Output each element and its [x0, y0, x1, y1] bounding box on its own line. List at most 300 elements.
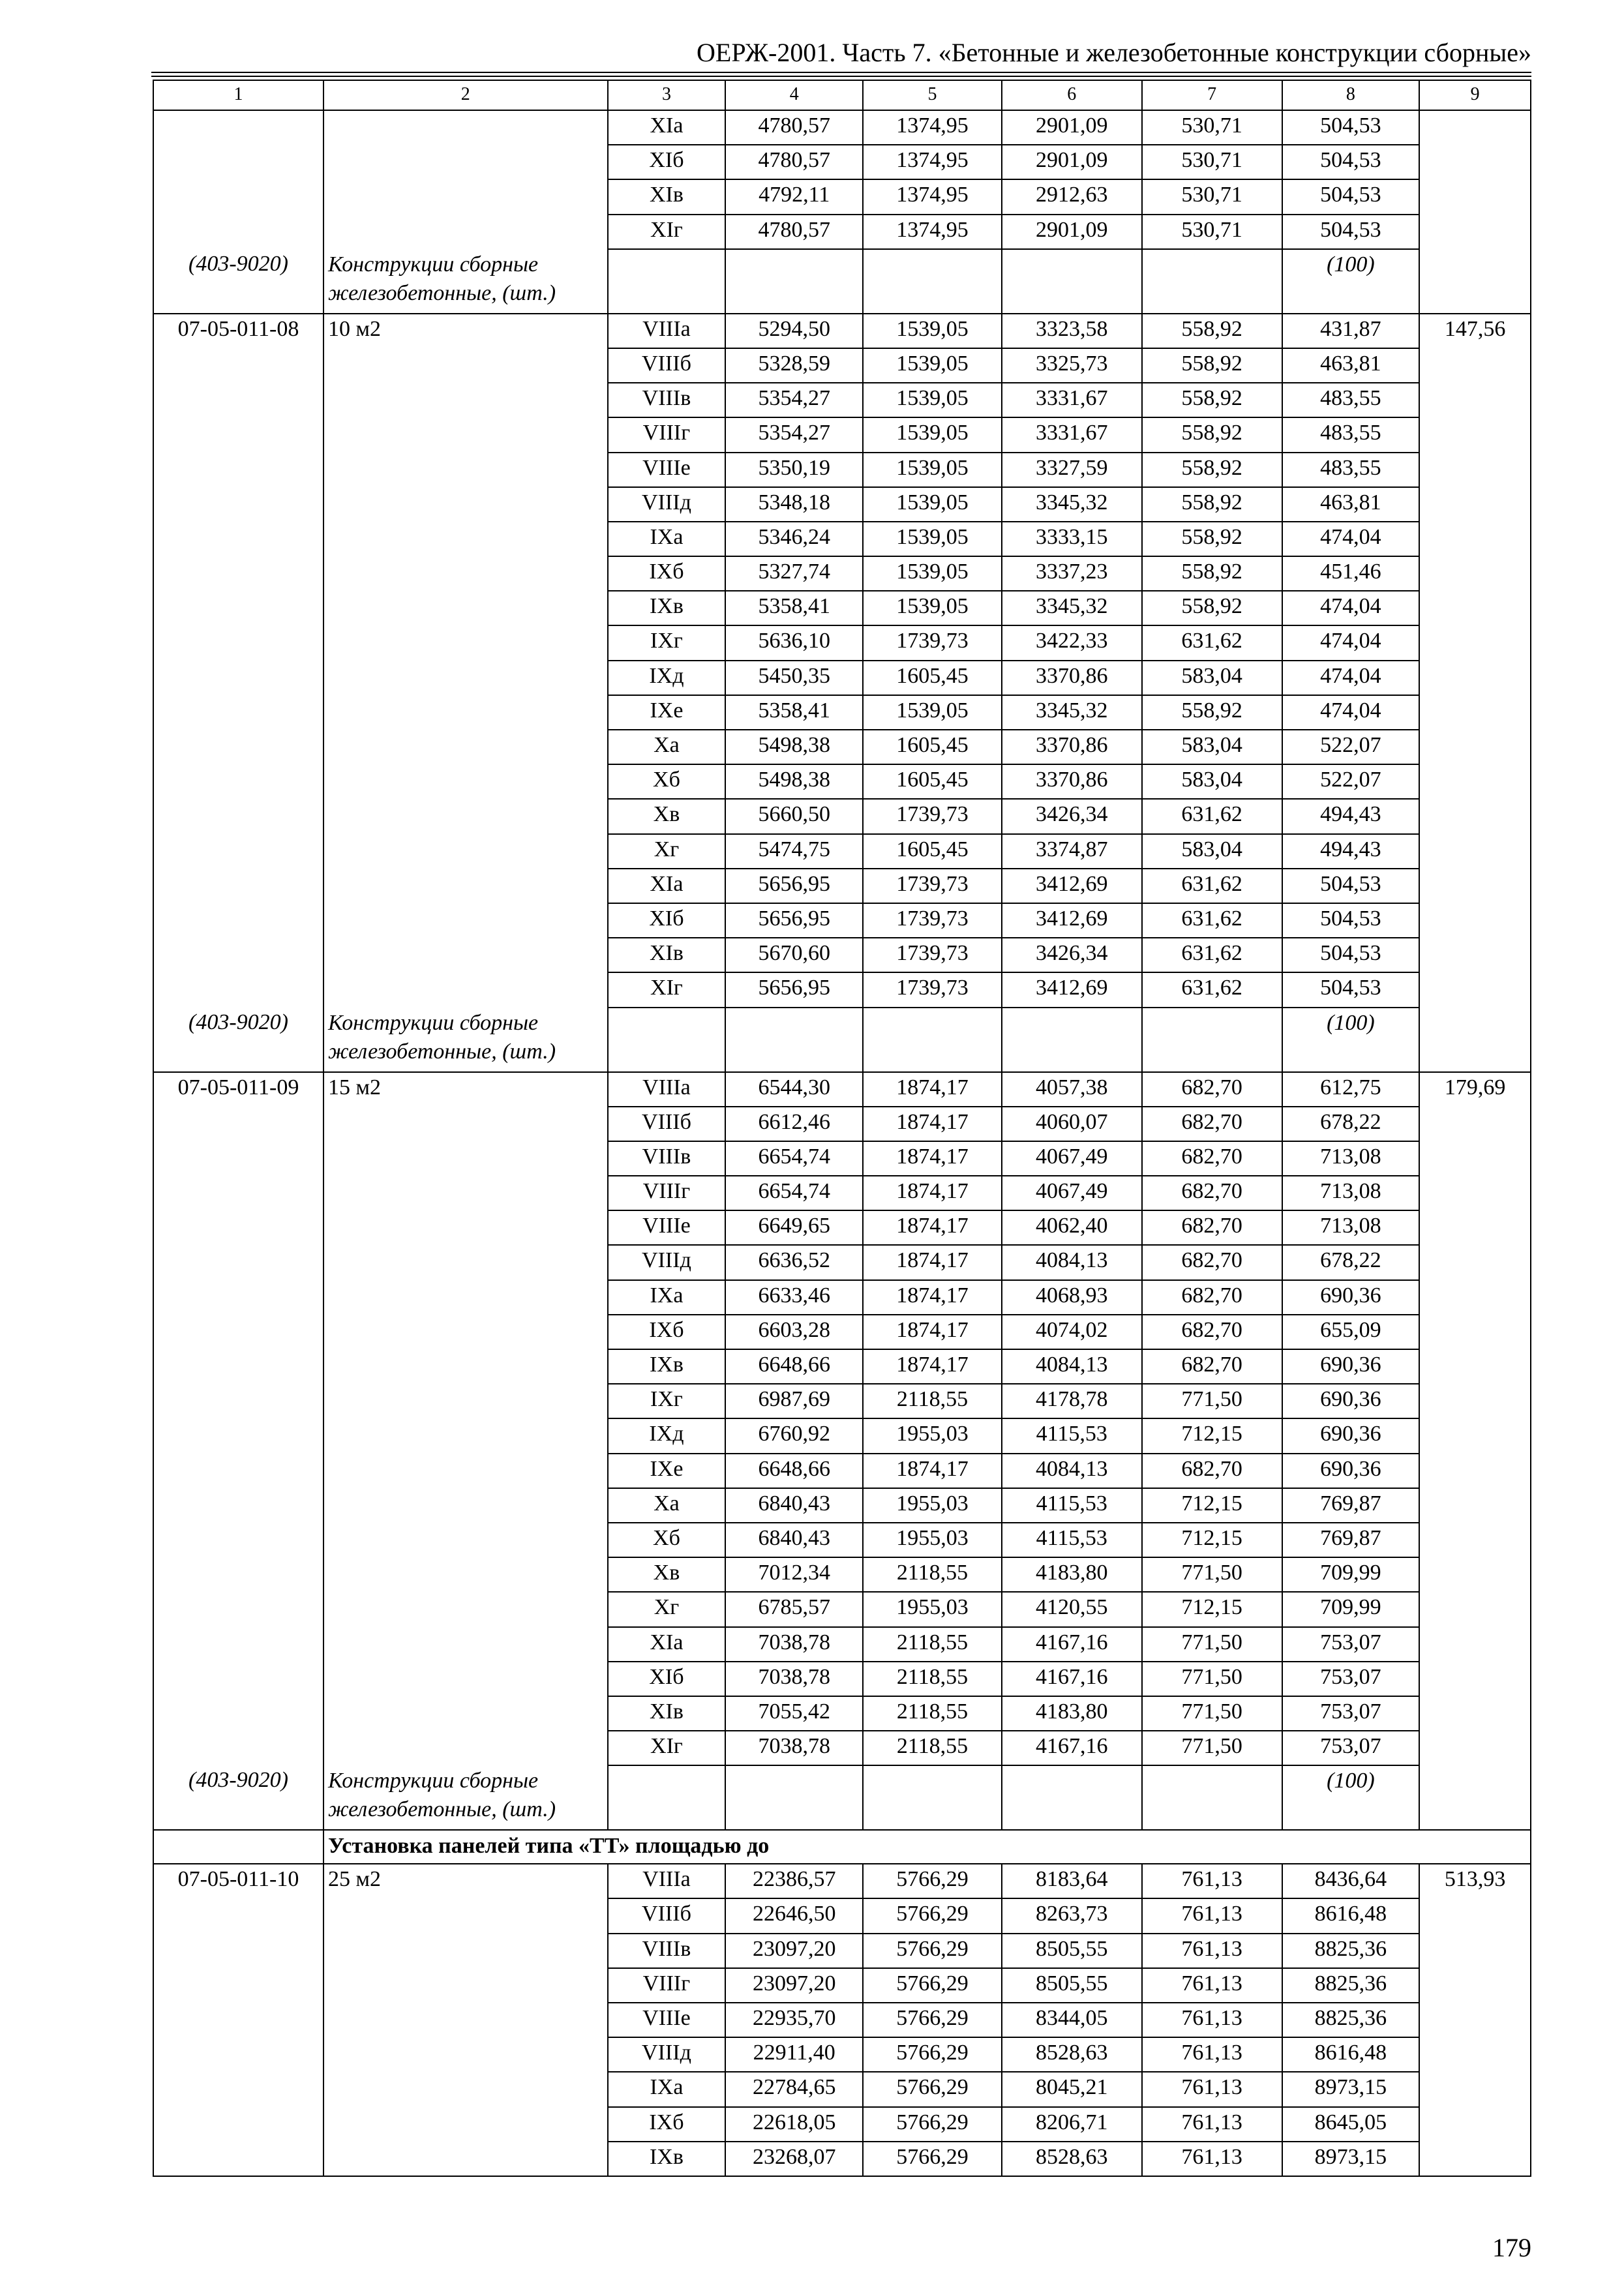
value-cell: 22646,50 — [725, 1898, 863, 1933]
table-row — [153, 591, 1531, 625]
value-cell: 5766,29 — [863, 2142, 1002, 2176]
value-cell: 522,07 — [1282, 764, 1420, 799]
value-cell: 682,70 — [1142, 1141, 1282, 1176]
empty-cell — [323, 2107, 608, 2142]
empty-cell — [323, 383, 608, 417]
empty-cell — [1419, 591, 1531, 625]
empty-cell — [1002, 1008, 1142, 1072]
zone-code: Xв — [608, 1557, 726, 1592]
value-cell: 3370,86 — [1002, 730, 1142, 764]
zone-code: IXа — [608, 1280, 726, 1315]
column-number: 9 — [1419, 80, 1531, 110]
rate-code — [153, 110, 323, 145]
zone-code: IXб — [608, 556, 726, 591]
value-cell: 451,46 — [1282, 556, 1420, 591]
value-cell: 504,53 — [1282, 869, 1420, 903]
value-cell: 558,92 — [1142, 695, 1282, 730]
zone-code: IXа — [608, 2072, 726, 2106]
empty-cell — [1002, 249, 1142, 314]
value-cell: 558,92 — [1142, 417, 1282, 452]
value-cell: 682,70 — [1142, 1315, 1282, 1349]
empty-cell — [1419, 834, 1531, 869]
table-row — [153, 2037, 1531, 2072]
table-row — [153, 938, 1531, 972]
value-cell: 8436,64 — [1282, 1864, 1420, 1898]
header-rule — [151, 76, 1531, 77]
empty-cell — [1419, 1418, 1531, 1453]
value-cell: 3422,33 — [1002, 625, 1142, 660]
table-row — [153, 215, 1531, 249]
empty-cell — [323, 1592, 608, 1626]
value-cell: 474,04 — [1282, 591, 1420, 625]
empty-cell — [1419, 2142, 1531, 2176]
value-cell: 3412,69 — [1002, 972, 1142, 1007]
rate-code: 07-05-011-10 — [153, 1864, 323, 1898]
value-cell: 1955,03 — [863, 1523, 1002, 1557]
value-cell: 8045,21 — [1002, 2072, 1142, 2106]
empty-cell — [1419, 1696, 1531, 1731]
column-number: 3 — [608, 80, 726, 110]
value-cell: 713,08 — [1282, 1141, 1420, 1176]
value-cell: 6987,69 — [725, 1384, 863, 1418]
value-cell: 761,13 — [1142, 2037, 1282, 2072]
table-row — [153, 869, 1531, 903]
value-cell: 6648,66 — [725, 1454, 863, 1488]
table-row — [153, 661, 1531, 695]
zone-code: IXв — [608, 591, 726, 625]
value-cell: 4115,53 — [1002, 1523, 1142, 1557]
column-number: 5 — [863, 80, 1002, 110]
value-cell: 771,50 — [1142, 1384, 1282, 1418]
column-number: 7 — [1142, 80, 1282, 110]
value-cell: 1739,73 — [863, 938, 1002, 972]
value-cell: 3327,59 — [1002, 453, 1142, 487]
zone-code: VIIIа — [608, 1864, 726, 1898]
value-cell: 23268,07 — [725, 2142, 863, 2176]
value-cell: 5660,50 — [725, 799, 863, 833]
labor-value: 147,56 — [1419, 314, 1531, 348]
value-cell: 494,43 — [1282, 834, 1420, 869]
empty-cell — [1419, 1592, 1531, 1626]
empty-cell — [153, 695, 323, 730]
value-cell: 8206,71 — [1002, 2107, 1142, 2142]
measure-unit: 25 м2 — [323, 1864, 608, 1898]
empty-cell — [323, 1384, 608, 1418]
table-row — [153, 1454, 1531, 1488]
value-cell: 1874,17 — [863, 1349, 1002, 1384]
value-cell: 4115,53 — [1002, 1488, 1142, 1523]
zone-code: VIIIе — [608, 453, 726, 487]
table-row — [153, 1072, 1531, 1107]
value-cell: 4060,07 — [1002, 1107, 1142, 1141]
value-cell: 4068,93 — [1002, 1280, 1142, 1315]
empty-cell — [1419, 695, 1531, 730]
material-description: Конструкции сборные железобетонные, (шт.) — [323, 1765, 608, 1830]
empty-cell — [1419, 1141, 1531, 1176]
empty-cell — [153, 1280, 323, 1315]
value-cell: 712,15 — [1142, 1418, 1282, 1453]
value-cell: 8973,15 — [1282, 2072, 1420, 2106]
table-row — [153, 1210, 1531, 1245]
labor-value: 179,69 — [1419, 1072, 1531, 1107]
value-cell: 3345,32 — [1002, 695, 1142, 730]
value-cell: 1874,17 — [863, 1141, 1002, 1176]
value-cell: 474,04 — [1282, 625, 1420, 660]
value-cell: 690,36 — [1282, 1454, 1420, 1488]
value-cell: 1539,05 — [863, 556, 1002, 591]
empty-cell — [323, 869, 608, 903]
value-cell: 1605,45 — [863, 834, 1002, 869]
table-row — [153, 314, 1531, 348]
value-cell: 6654,74 — [725, 1176, 863, 1210]
value-cell: 22618,05 — [725, 2107, 863, 2142]
value-cell: 4183,80 — [1002, 1696, 1142, 1731]
value-cell: 4183,80 — [1002, 1557, 1142, 1592]
value-cell: 1539,05 — [863, 383, 1002, 417]
table-row — [153, 1731, 1531, 1765]
value-cell: 3412,69 — [1002, 903, 1142, 938]
zone-code: VIIIг — [608, 1176, 726, 1210]
value-cell: 3345,32 — [1002, 591, 1142, 625]
material-description: Конструкции сборные железобетонные, (шт.) — [323, 1008, 608, 1072]
material-row — [153, 1008, 1531, 1072]
empty-cell — [323, 487, 608, 522]
rates-table — [153, 80, 1531, 2177]
value-cell: 1539,05 — [863, 348, 1002, 383]
table-row — [153, 1864, 1531, 1898]
empty-cell — [1419, 556, 1531, 591]
table-row — [153, 1245, 1531, 1279]
value-cell: 4792,11 — [725, 179, 863, 214]
empty-cell — [1419, 2072, 1531, 2106]
value-cell: 4067,49 — [1002, 1141, 1142, 1176]
empty-cell — [323, 2072, 608, 2106]
value-cell: 753,07 — [1282, 1627, 1420, 1662]
value-cell: 530,71 — [1142, 110, 1282, 145]
value-cell: 682,70 — [1142, 1176, 1282, 1210]
table-row — [153, 1662, 1531, 1696]
empty-cell — [1419, 1557, 1531, 1592]
rate-code: 07-05-011-08 — [153, 314, 323, 348]
zone-code: IXа — [608, 522, 726, 556]
zone-code: IXв — [608, 2142, 726, 2176]
value-cell: 709,99 — [1282, 1557, 1420, 1592]
empty-cell — [1419, 1523, 1531, 1557]
empty-cell — [323, 1731, 608, 1765]
empty-cell — [323, 1968, 608, 2003]
empty-cell — [153, 661, 323, 695]
empty-cell — [1419, 522, 1531, 556]
zone-code: VIIIд — [608, 1245, 726, 1279]
empty-cell — [1419, 2003, 1531, 2037]
value-cell: 494,43 — [1282, 799, 1420, 833]
page-header-title: ОЕРЖ-2001. Часть 7. «Бетонные и железобетонные конструкции сборные» — [697, 38, 1531, 67]
empty-cell — [153, 591, 323, 625]
value-cell: 1874,17 — [863, 1210, 1002, 1245]
value-cell: 761,13 — [1142, 1934, 1282, 1968]
value-cell: 2118,55 — [863, 1627, 1002, 1662]
value-cell: 1539,05 — [863, 695, 1002, 730]
empty-cell — [725, 1008, 863, 1072]
empty-cell — [1419, 730, 1531, 764]
value-cell: 6840,43 — [725, 1523, 863, 1557]
value-cell: 2901,09 — [1002, 215, 1142, 249]
value-cell: 1874,17 — [863, 1315, 1002, 1349]
empty-cell — [153, 556, 323, 591]
empty-cell — [153, 730, 323, 764]
value-cell: 474,04 — [1282, 522, 1420, 556]
value-cell: 1539,05 — [863, 487, 1002, 522]
empty-cell — [1419, 453, 1531, 487]
value-cell: 2118,55 — [863, 1557, 1002, 1592]
value-cell: 5327,74 — [725, 556, 863, 591]
empty-cell — [153, 1210, 323, 1245]
value-cell: 1739,73 — [863, 869, 1002, 903]
value-cell: 3370,86 — [1002, 764, 1142, 799]
empty-cell — [1419, 348, 1531, 383]
table-row — [153, 145, 1531, 179]
value-cell: 709,99 — [1282, 1592, 1420, 1626]
value-cell: 5354,27 — [725, 417, 863, 452]
value-cell: 583,04 — [1142, 661, 1282, 695]
empty-cell — [153, 903, 323, 938]
zone-code: IXд — [608, 1418, 726, 1453]
table-row — [153, 764, 1531, 799]
empty-cell — [863, 249, 1002, 314]
value-cell: 530,71 — [1142, 179, 1282, 214]
value-cell: 6636,52 — [725, 1245, 863, 1279]
empty-cell — [1419, 145, 1531, 179]
value-cell: 8505,55 — [1002, 1934, 1142, 1968]
empty-cell — [1419, 1210, 1531, 1245]
table-row — [153, 383, 1531, 417]
value-cell: 431,87 — [1282, 314, 1420, 348]
section-heading: Установка панелей типа «ТТ» площадью до — [323, 1830, 1531, 1864]
value-cell: 5766,29 — [863, 2107, 1002, 2142]
value-cell: 8505,55 — [1002, 1968, 1142, 2003]
empty-cell — [153, 2107, 323, 2142]
zone-code: VIIIд — [608, 2037, 726, 2072]
value-cell: 7038,78 — [725, 1627, 863, 1662]
empty-cell — [153, 1830, 323, 1864]
table-row — [153, 972, 1531, 1007]
table-row — [153, 1898, 1531, 1933]
empty-cell — [1419, 625, 1531, 660]
empty-cell — [153, 938, 323, 972]
zone-code: IXг — [608, 1384, 726, 1418]
value-cell: 8183,64 — [1002, 1864, 1142, 1898]
value-cell: 4067,49 — [1002, 1176, 1142, 1210]
resource-ref: (403-9020) — [153, 249, 323, 314]
empty-cell — [323, 695, 608, 730]
value-cell: 3323,58 — [1002, 314, 1142, 348]
empty-cell — [1419, 1384, 1531, 1418]
value-cell: 4780,57 — [725, 215, 863, 249]
empty-cell — [1419, 215, 1531, 249]
empty-cell — [153, 348, 323, 383]
empty-cell — [323, 348, 608, 383]
empty-cell — [323, 1696, 608, 1731]
value-cell: 678,22 — [1282, 1245, 1420, 1279]
empty-cell — [153, 1898, 323, 1933]
value-cell: 1955,03 — [863, 1418, 1002, 1453]
empty-cell — [323, 1141, 608, 1176]
empty-cell — [323, 2037, 608, 2072]
zone-code: Xб — [608, 764, 726, 799]
empty-cell — [1419, 383, 1531, 417]
value-cell: 761,13 — [1142, 2142, 1282, 2176]
column-number: 8 — [1282, 80, 1420, 110]
value-cell: 4120,55 — [1002, 1592, 1142, 1626]
measure-unit — [323, 110, 608, 145]
value-cell: 5766,29 — [863, 2003, 1002, 2037]
material-row — [153, 249, 1531, 314]
table-row — [153, 1349, 1531, 1384]
empty-cell — [1419, 1968, 1531, 2003]
value-cell: 1539,05 — [863, 591, 1002, 625]
zone-code: VIIIа — [608, 1072, 726, 1107]
rate-code: 07-05-011-09 — [153, 1072, 323, 1107]
table-row — [153, 1384, 1531, 1418]
measure-unit: 15 м2 — [323, 1072, 608, 1107]
value-cell: 3426,34 — [1002, 938, 1142, 972]
value-cell: 504,53 — [1282, 903, 1420, 938]
value-cell: 631,62 — [1142, 799, 1282, 833]
zone-code: VIIIв — [608, 1934, 726, 1968]
empty-cell — [153, 417, 323, 452]
table-row — [153, 348, 1531, 383]
zone-code: XIа — [608, 1627, 726, 1662]
value-cell: 5636,10 — [725, 625, 863, 660]
value-cell: 1539,05 — [863, 522, 1002, 556]
empty-cell — [608, 1008, 726, 1072]
resource-ref: (403-9020) — [153, 1765, 323, 1830]
value-cell: 1739,73 — [863, 625, 1002, 660]
value-cell: 4062,40 — [1002, 1210, 1142, 1245]
zone-code: XIв — [608, 1696, 726, 1731]
empty-cell — [1419, 938, 1531, 972]
empty-cell — [1419, 1765, 1531, 1830]
value-cell: 1539,05 — [863, 417, 1002, 452]
material-quantity: (100) — [1282, 1008, 1420, 1072]
zone-code: IXб — [608, 2107, 726, 2142]
value-cell: 6785,57 — [725, 1592, 863, 1626]
empty-cell — [323, 1107, 608, 1141]
empty-cell — [323, 215, 608, 249]
zone-code: Xб — [608, 1523, 726, 1557]
empty-cell — [1419, 1315, 1531, 1349]
value-cell: 6649,65 — [725, 1210, 863, 1245]
empty-cell — [153, 1557, 323, 1592]
value-cell: 1874,17 — [863, 1245, 1002, 1279]
value-cell: 1739,73 — [863, 903, 1002, 938]
empty-cell — [153, 1141, 323, 1176]
empty-cell — [1419, 487, 1531, 522]
value-cell: 771,50 — [1142, 1696, 1282, 1731]
empty-cell — [153, 383, 323, 417]
table-row — [153, 1557, 1531, 1592]
value-cell: 1739,73 — [863, 972, 1002, 1007]
value-cell: 8616,48 — [1282, 2037, 1420, 2072]
value-cell: 504,53 — [1282, 179, 1420, 214]
empty-cell — [323, 1315, 608, 1349]
empty-cell — [153, 1315, 323, 1349]
value-cell: 463,81 — [1282, 348, 1420, 383]
empty-cell — [1419, 869, 1531, 903]
value-cell: 6603,28 — [725, 1315, 863, 1349]
value-cell: 771,50 — [1142, 1662, 1282, 1696]
empty-cell — [1419, 1731, 1531, 1765]
empty-cell — [725, 249, 863, 314]
empty-cell — [323, 1454, 608, 1488]
zone-code: XIг — [608, 1731, 726, 1765]
value-cell: 769,87 — [1282, 1523, 1420, 1557]
zone-code: Xа — [608, 1488, 726, 1523]
empty-cell — [323, 903, 608, 938]
empty-cell — [153, 1384, 323, 1418]
empty-cell — [323, 145, 608, 179]
table-row — [153, 110, 1531, 145]
value-cell: 23097,20 — [725, 1968, 863, 2003]
value-cell: 1539,05 — [863, 314, 1002, 348]
value-cell: 1874,17 — [863, 1107, 1002, 1141]
table-row — [153, 730, 1531, 764]
value-cell: 3412,69 — [1002, 869, 1142, 903]
value-cell: 530,71 — [1142, 215, 1282, 249]
empty-cell — [153, 179, 323, 214]
value-cell: 4167,16 — [1002, 1627, 1142, 1662]
value-cell: 483,55 — [1282, 453, 1420, 487]
empty-cell — [1142, 249, 1282, 314]
empty-cell — [323, 2003, 608, 2037]
material-quantity: (100) — [1282, 249, 1420, 314]
empty-cell — [153, 215, 323, 249]
zone-code: Xг — [608, 834, 726, 869]
value-cell: 583,04 — [1142, 730, 1282, 764]
material-description: Конструкции сборные железобетонные, (шт.) — [323, 249, 608, 314]
value-cell: 522,07 — [1282, 730, 1420, 764]
header-rule — [151, 72, 1531, 73]
value-cell: 761,13 — [1142, 2072, 1282, 2106]
value-cell: 678,22 — [1282, 1107, 1420, 1141]
value-cell: 483,55 — [1282, 417, 1420, 452]
zone-code: VIIIв — [608, 1141, 726, 1176]
table-row — [153, 417, 1531, 452]
table-row — [153, 1315, 1531, 1349]
empty-cell — [323, 1418, 608, 1453]
empty-cell — [153, 972, 323, 1007]
empty-cell — [153, 1245, 323, 1279]
zone-code: IXг — [608, 625, 726, 660]
empty-cell — [323, 1210, 608, 1245]
value-cell: 5358,41 — [725, 591, 863, 625]
empty-cell — [1419, 903, 1531, 938]
empty-cell — [323, 556, 608, 591]
column-number: 6 — [1002, 80, 1142, 110]
table-row — [153, 1488, 1531, 1523]
value-cell: 3426,34 — [1002, 799, 1142, 833]
value-cell: 713,08 — [1282, 1176, 1420, 1210]
rates-table-body — [153, 80, 1531, 2176]
zone-code: VIIIг — [608, 417, 726, 452]
value-cell: 504,53 — [1282, 145, 1420, 179]
table-row — [153, 522, 1531, 556]
empty-cell — [153, 834, 323, 869]
value-cell: 7038,78 — [725, 1662, 863, 1696]
value-cell: 530,71 — [1142, 145, 1282, 179]
value-cell: 1605,45 — [863, 730, 1002, 764]
table-row — [153, 1934, 1531, 1968]
